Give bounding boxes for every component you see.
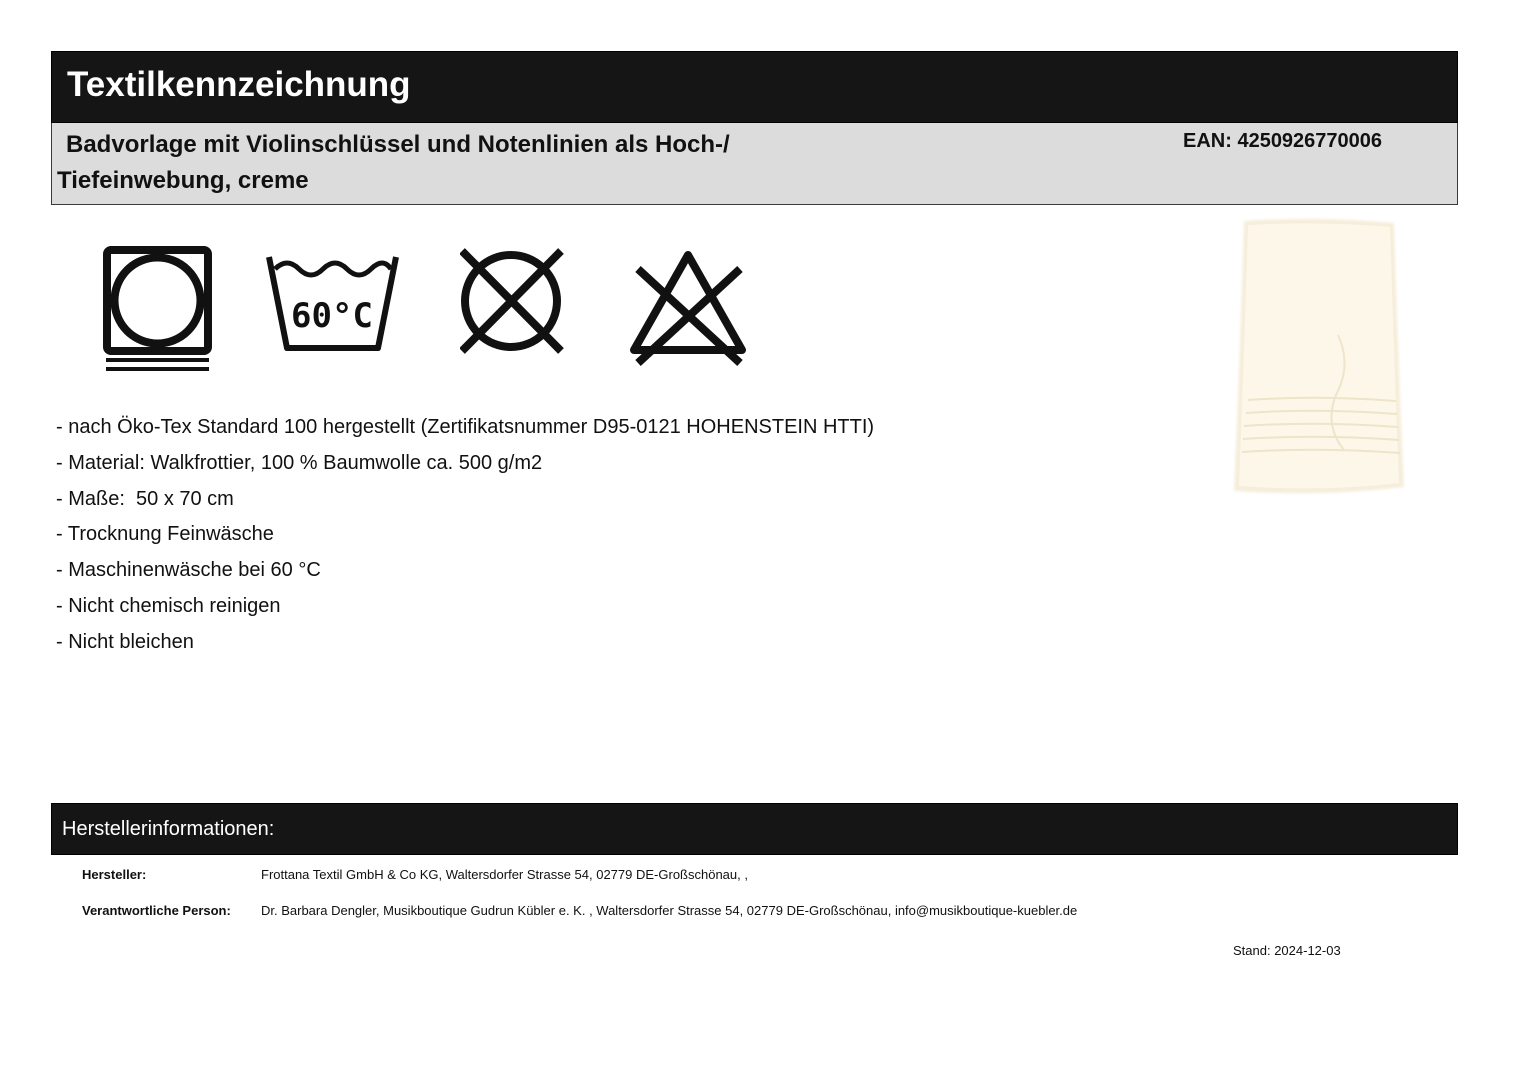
product-photo (1228, 215, 1413, 500)
manufacturer-title: Herstellerinformationen: (62, 818, 275, 840)
wash-temperature-label: 60°C (291, 296, 373, 336)
product-bar (51, 123, 1458, 205)
header-bar (51, 51, 1458, 123)
manufacturer-bar (51, 803, 1458, 855)
hersteller-value: Frottana Textil GmbH & Co KG, Waltersdorfer Strasse 54, 02779 DE-Großschönau, , (261, 867, 748, 882)
ean-code: EAN: 4250926770006 (1183, 130, 1383, 152)
responsible-person-value: Dr. Barbara Dengler, Musikboutique Gudrun Kübler e. K. , Waltersdorfer Strasse 54, 02779 DE-Großschönau, info@musikboutique-kuebler.de (261, 903, 1078, 918)
responsible-person-label: Verantwortliche Person: (82, 903, 231, 918)
list-item: - Maschinenwäsche bei 60 °C (56, 559, 321, 582)
list-item: - Material: Walkfrottier, 100 % Baumwolle ca. 500 g/m2 (56, 451, 543, 474)
stand-date: Stand: 2024-12-03 (1233, 943, 1341, 958)
tumble-dry-delicate-icon (103, 245, 213, 375)
wash-60-icon (265, 245, 400, 355)
feature-list (56, 410, 874, 661)
product-name-line-1: Badvorlage mit Violinschlüssel und Notenlinien als Hoch-/ (66, 131, 730, 158)
page-title: Textilkennzeichnung (67, 65, 411, 104)
list-item: - Nicht chemisch reinigen (56, 594, 281, 617)
product-name (57, 127, 857, 199)
list-item: - nach Öko-Tex Standard 100 hergestellt (Zertifikatsnummer D95-0121 HOHENSTEIN HTTI) (56, 416, 875, 438)
no-bleach-icon (630, 245, 750, 370)
list-item: - Trocknung Feinwäsche (56, 523, 274, 546)
hersteller-label: Hersteller: (82, 867, 147, 882)
product-name-line-2: Tiefeinwebung, creme (57, 167, 309, 194)
list-item: - Nicht bleichen (56, 630, 194, 653)
list-item: - Maße: 50 x 70 cm (56, 487, 234, 510)
no-dry-clean-icon (460, 245, 565, 355)
